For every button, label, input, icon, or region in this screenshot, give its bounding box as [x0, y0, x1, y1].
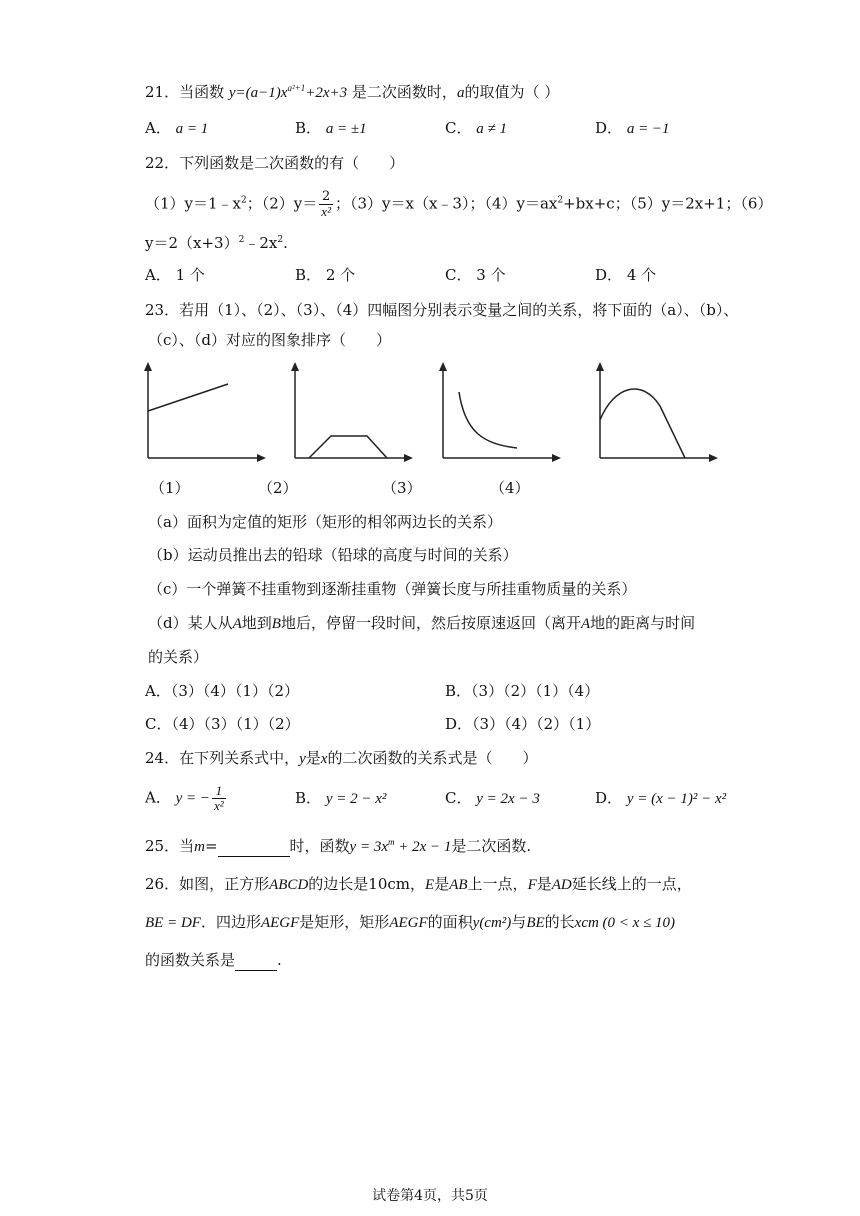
option-label: A．: [145, 266, 171, 284]
domain-x: xcm (0 < x ≤ 10): [574, 915, 676, 931]
q24-number: 24．: [145, 749, 180, 767]
q22-item-3-4: ；（3）y＝x（x﹣3）；（4）y＝ax: [334, 194, 558, 213]
graph-1: [138, 360, 268, 465]
option-label: B．: [295, 119, 322, 137]
q21-var: a: [456, 85, 465, 101]
q22-option-b: [295, 265, 355, 285]
graph-2: [285, 360, 415, 465]
page-footer: 试卷第4页，共5页: [372, 1188, 488, 1204]
q23-item-d-text: （d）某人从: [148, 614, 233, 632]
q25-number: 25．: [145, 837, 180, 855]
q22-sup: 2: [238, 235, 245, 245]
q22-sup: 2: [557, 195, 564, 206]
q22-sup: 2: [277, 235, 284, 245]
option-text: 3 个: [476, 266, 506, 284]
q23-item-d-text: 地的距离与时间: [590, 614, 696, 632]
q23-item-d-line2: 的关系）: [148, 648, 209, 666]
point-e: E: [425, 877, 435, 893]
graph-label-3: （3）: [382, 479, 422, 497]
q21-stem-before: 当函数: [179, 83, 225, 101]
graph-3: [433, 360, 563, 465]
rect-aegf: AEGF: [260, 915, 300, 931]
q24-stem-text: 在下列关系式中，: [179, 749, 300, 767]
q22-sup: 2: [241, 195, 247, 206]
q26-text: 与: [511, 913, 527, 931]
q24-option-c: [445, 788, 540, 809]
fraction-denominator: x²: [321, 204, 331, 219]
q21-option-b: [295, 118, 367, 139]
q22-item-2: ；（2）y＝: [246, 194, 318, 213]
q26-text: 是: [536, 875, 552, 893]
q23-item-a: （a）面积为定值的矩形（矩形的相邻两边长的关系）: [148, 513, 502, 531]
fraction-numerator: 2: [319, 190, 333, 205]
segment-ad: AD: [551, 877, 572, 893]
q22-line2: [145, 230, 288, 253]
var-m: m: [194, 839, 205, 855]
q22-item-6-end: .: [283, 234, 288, 252]
q22-item-1: （1）y＝1﹣x: [145, 194, 242, 213]
square-abcd: ABCD: [269, 877, 309, 893]
q23-option-b: [445, 681, 599, 701]
q26-text: 是: [434, 875, 450, 893]
option-text: y = 2 − x²: [325, 791, 387, 807]
graph-3-line: [459, 392, 517, 448]
graph-1-line: [148, 384, 228, 411]
q23-option-c: [145, 714, 300, 734]
q24-stem-text: 的二次函数的关系式是（ ）: [327, 749, 538, 767]
q22-option-c: [445, 265, 506, 285]
exponent: m: [387, 837, 395, 847]
q26-text: 的长: [544, 913, 575, 931]
option-label: B．: [445, 682, 472, 700]
q26-text: 的边长是: [308, 875, 369, 893]
q24-option-b: [295, 788, 386, 809]
q21-exponent: a²+1: [287, 83, 306, 93]
y-arrow: [439, 362, 447, 371]
option-label: C．: [445, 119, 472, 137]
area-y: y(cm²): [472, 915, 512, 931]
option-text: （3）（2）（1）（4）: [471, 682, 600, 700]
y-arrow: [144, 362, 152, 371]
option-text: y = 2x − 3: [476, 791, 540, 807]
q26-text: 上一点，: [467, 875, 528, 893]
q25-stem: [145, 832, 531, 857]
q22-stem-text: 下列函数是二次函数的有（ ）: [179, 154, 405, 172]
answer-blank[interactable]: [218, 836, 290, 857]
option-text: （3）（4）（1）（2）: [170, 682, 300, 700]
q26-text: .: [277, 951, 282, 969]
q26-text: ，: [410, 875, 426, 893]
point-f: F: [527, 877, 537, 893]
q23-option-a: [145, 681, 299, 701]
option-label: B．: [295, 789, 322, 807]
option-label: D．: [595, 266, 623, 284]
q24-stem: [145, 748, 537, 769]
q26-text: 延长线上的一点，: [571, 875, 692, 893]
q23-item-d-text: 地到: [241, 614, 272, 632]
q25-text: 时，函数: [289, 837, 350, 855]
option-text: 2 个: [325, 266, 356, 284]
option-label: A．: [145, 119, 171, 137]
q21-formula: $y=(a-1)x^{a^2+1}+2x+3$: [228, 83, 348, 101]
q22-number: 22．: [145, 154, 180, 172]
q26-text: ．四边形: [200, 913, 261, 931]
option-label: C．: [445, 789, 472, 807]
q24-stem-text: 是: [305, 749, 321, 767]
q22-item-6-b: ﹣2x: [244, 234, 278, 252]
point-a: A: [232, 616, 242, 632]
q26-line2: [145, 912, 675, 933]
q23-stem-2: [148, 330, 391, 350]
option-text: y = (x − 1)² − x²: [626, 791, 727, 807]
be-equals-df: BE = DF: [145, 915, 201, 931]
option-text: a = ±1: [325, 121, 367, 137]
q26-text: 如图，正方形: [179, 875, 270, 893]
option-label: D．: [445, 715, 473, 733]
q22-option-d: [595, 265, 656, 285]
q23-item-c: （c）一个弹簧不挂重物到逐渐挂重物（弹簧长度与所挂重物质量的关系）: [148, 580, 637, 598]
y-arrow: [291, 362, 299, 371]
y-arrow: [596, 362, 604, 371]
segment-ab: AB: [449, 877, 468, 893]
segment-be: BE: [526, 915, 545, 931]
graph-4-line: [600, 389, 685, 458]
q25-text: 当: [179, 837, 195, 855]
rect-aegf: AEGF: [389, 915, 428, 931]
option-text: 1 个: [175, 266, 205, 284]
graph-4: [590, 360, 720, 465]
graph-label-2: （2）: [258, 479, 298, 497]
option-label: D．: [595, 789, 623, 807]
q26-text: 的面积: [427, 913, 473, 931]
q22-stem: [145, 153, 404, 173]
option-label: D．: [595, 119, 623, 137]
var-y: y: [299, 751, 306, 767]
q26-number: 26．: [145, 875, 180, 893]
q22-line1: [145, 190, 772, 219]
q21-stem-end: 的取值为（ ）: [464, 83, 560, 101]
answer-blank[interactable]: [235, 950, 277, 971]
q23-number: 23．: [145, 301, 180, 319]
x-arrow: [552, 454, 561, 462]
q23-stem-text-2: （c）、（d）对应的图象排序（ ）: [148, 331, 392, 349]
graph-label-1: （1）: [150, 479, 190, 497]
q21-option-c: [445, 118, 507, 139]
q26-text: 的函数关系是: [145, 951, 236, 969]
x-arrow: [709, 454, 718, 462]
option-text: （4）（3）（1）（2）: [171, 715, 300, 733]
side-length: 10cm: [368, 875, 411, 893]
option-label: C．: [445, 266, 472, 284]
q24-option-a: [145, 784, 228, 813]
option-label: A．: [145, 788, 171, 807]
option-text: y = −: [175, 790, 211, 807]
option-text: a = −1: [626, 121, 670, 137]
q23-option-d: [445, 714, 600, 734]
point-a: A: [580, 616, 591, 632]
equals-sign: =: [204, 837, 218, 855]
q21-option-a: [145, 118, 208, 139]
var-x: x: [320, 751, 328, 767]
fraction-numerator: 1: [212, 784, 226, 799]
q22-item-6-a: y＝2（x+3）: [145, 234, 239, 252]
option-label: B．: [295, 266, 322, 284]
q22-option-a: [145, 265, 205, 285]
q21-option-d: [595, 118, 670, 139]
q22-fraction: [319, 190, 333, 219]
q21-number: 21．: [145, 83, 180, 101]
x-arrow: [257, 454, 266, 462]
graph-2-line: [309, 436, 387, 458]
q23-stem-text-1: 若用（1）、（2）、（3）、（4）四幅图分别表示变量之间的关系，将下面的（a）、（b）、: [179, 301, 739, 319]
q23-item-d-text: 地后，停留一段时间，然后按原速返回（离开: [280, 614, 581, 632]
option-text: a = 1: [175, 121, 209, 137]
option-text: 4 个: [626, 266, 657, 284]
q25-text: 是二次函数.: [451, 837, 532, 855]
graph-label-4: （4）: [490, 479, 530, 497]
q26-line3: [145, 950, 282, 971]
point-b: B: [271, 616, 281, 632]
q24-option-d: [595, 788, 726, 809]
q21-stem-after: 是二次函数时，: [351, 83, 457, 101]
q22-item-5-6: +bx+c；（5）y＝2x+1；（6）: [563, 194, 773, 213]
q25-formula: $y = 3x^m + 2x - 1$: [349, 837, 452, 855]
q21-stem: [145, 78, 559, 103]
q26-line1: [145, 874, 692, 895]
q23-item-d: [148, 613, 695, 634]
q24-fraction: [212, 784, 226, 813]
q23-item-b: （b）运动员推出去的铅球（铅球的高度与时间的关系）: [148, 546, 518, 564]
q26-text: 是矩形，矩形: [299, 913, 390, 931]
fraction-denominator: x²: [214, 798, 224, 813]
x-arrow: [404, 454, 413, 462]
option-text: （3）（4）（2）（1）: [472, 715, 601, 733]
q23-stem-1: [145, 300, 738, 320]
option-label: A．: [145, 682, 171, 700]
option-label: C．: [145, 715, 172, 733]
option-text: a ≠ 1: [476, 121, 507, 137]
